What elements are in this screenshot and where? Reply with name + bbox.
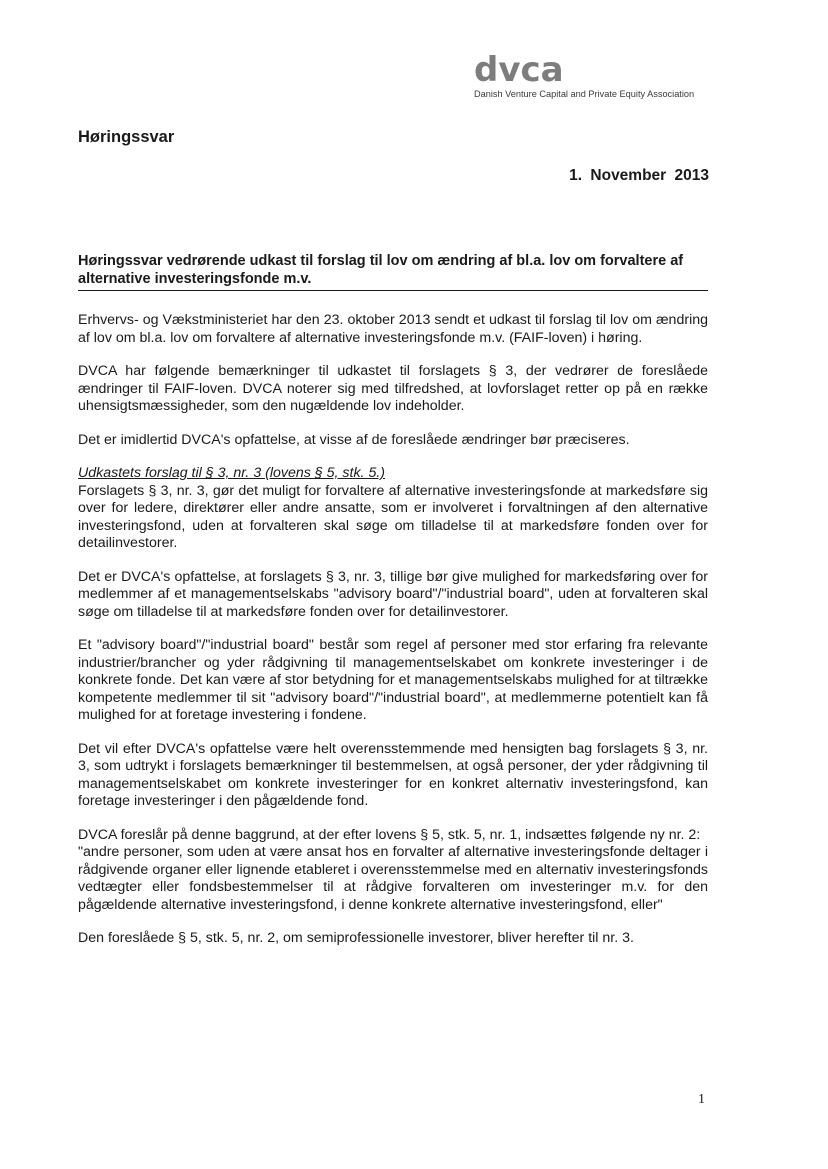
paragraph-2: DVCA har følgende bemærkninger til udkastet til forslagets § 3, der vedrører de foreslåede ændringer til FAIF-loven. DVCA noterer sig med tilfredshed, at lovforslaget retter op på en række uhensigtsmæssigheder, som den nugældende lov indeholder. (78, 363, 708, 414)
document-title: Høringssvar vedrørende udkast til forslag til lov om ændring af bl.a. lov om forvaltere af alternative investeringsfonde m.v. (78, 253, 708, 291)
paragraph-3: Det er imidlertid DVCA's opfattelse, at visse af de foreslåede ændringer bør præciseres. (78, 431, 630, 448)
paragraph-7: Det vil efter DVCA's opfattelse være helt overensstemmende med hensigten bag forslagets § 3, nr. 3, som udtrykt i forslagets bemærkninger til bestemmelsen, at også personer, der yder rådgivning til managementselskabet om konkrete investeringer for en konkret alternativ investeringsfond, kan foretage investeringer i den pågældende fond. (78, 740, 708, 809)
document-date: 1. November 2013 (569, 167, 709, 184)
proposal-intro: DVCA foreslår på denne baggrund, at der efter lovens § 5, stk. 5, nr. 1, indsættes følgende ny nr. 2: (78, 826, 701, 843)
paragraph-9: Den foreslåede § 5, stk. 5, nr. 2, om semiprofessionelle investorer, bliver herefter til nr. 3. (78, 930, 634, 946)
paragraph-5: Det er DVCA's opfattelse, at forslagets § 3, nr. 3, tillige bør give mulighed for markedsføring over for medlemmer af et managementselskabs "advisory board"/"industrial board", uden at forvalteren skal søge om tilladelse til at markedsføre fonden over for detailinvestorer. (78, 568, 708, 620)
logo-tagline: Danish Venture Capital and Private Equity Association (474, 89, 695, 99)
proposal-quote: "andre personer, som uden at være ansat hos en forvalter af alternative investeringsfonde deltager i rådgivende organer eller lignende etableret i overensstemmelse med en alternativ investeringsfonds vedtægter eller fondsbestemmelser til at rådgive forvalteren om investeringer m.v. for den pågældende alternative investeringsfond, i denne konkrete alternative investeringsfond, eller" (78, 844, 708, 913)
document-body (78, 312, 708, 964)
paragraph-8-block (78, 827, 708, 915)
paragraph-1: Erhvervs- og Vækstministeriet har den 23. oktober 2013 sendt et udkast til forslag til lov om ændring af lov om bl.a. lov om forvaltere af alternative investeringsfonde m.v. (FAIF-loven) i høring. (78, 312, 708, 346)
document-heading: Høringssvar (78, 128, 175, 146)
section-subheading: Udkastets forslag til § 3, nr. 3 (lovens § 5, stk. 5.) (78, 465, 385, 481)
dvca-logo (474, 52, 724, 99)
paragraph-6: Et "advisory board"/"industrial board" består som regel af personer med stor erfaring fra relevante industrier/brancher og yder rådgivning til managementselskabet om konkrete investeringer i de konkrete fonde. Det kan være af stor betydning for et managementselskabs mulighed for at tiltrække kompetente medlemmer til sit "advisory board"/"industrial board", at medlemmerne potentielt kan få mulighed for at foretage investering i fondene. (78, 637, 708, 723)
page-number: 1 (698, 1092, 705, 1107)
logo-mark: dvca (474, 50, 564, 90)
paragraph-4: Forslagets § 3, nr. 3, gør det muligt for forvaltere af alternative investeringsfonde at markedsføre sig over for ledere, direktører eller andre ansatte, som er involveret i forvaltningen af den alternative investeringsfond, uden at forvalteren skal søge om tilladelse til at markedsføre fonden over for detailinvestorer. (78, 482, 708, 551)
paragraph-4-block (78, 465, 708, 553)
